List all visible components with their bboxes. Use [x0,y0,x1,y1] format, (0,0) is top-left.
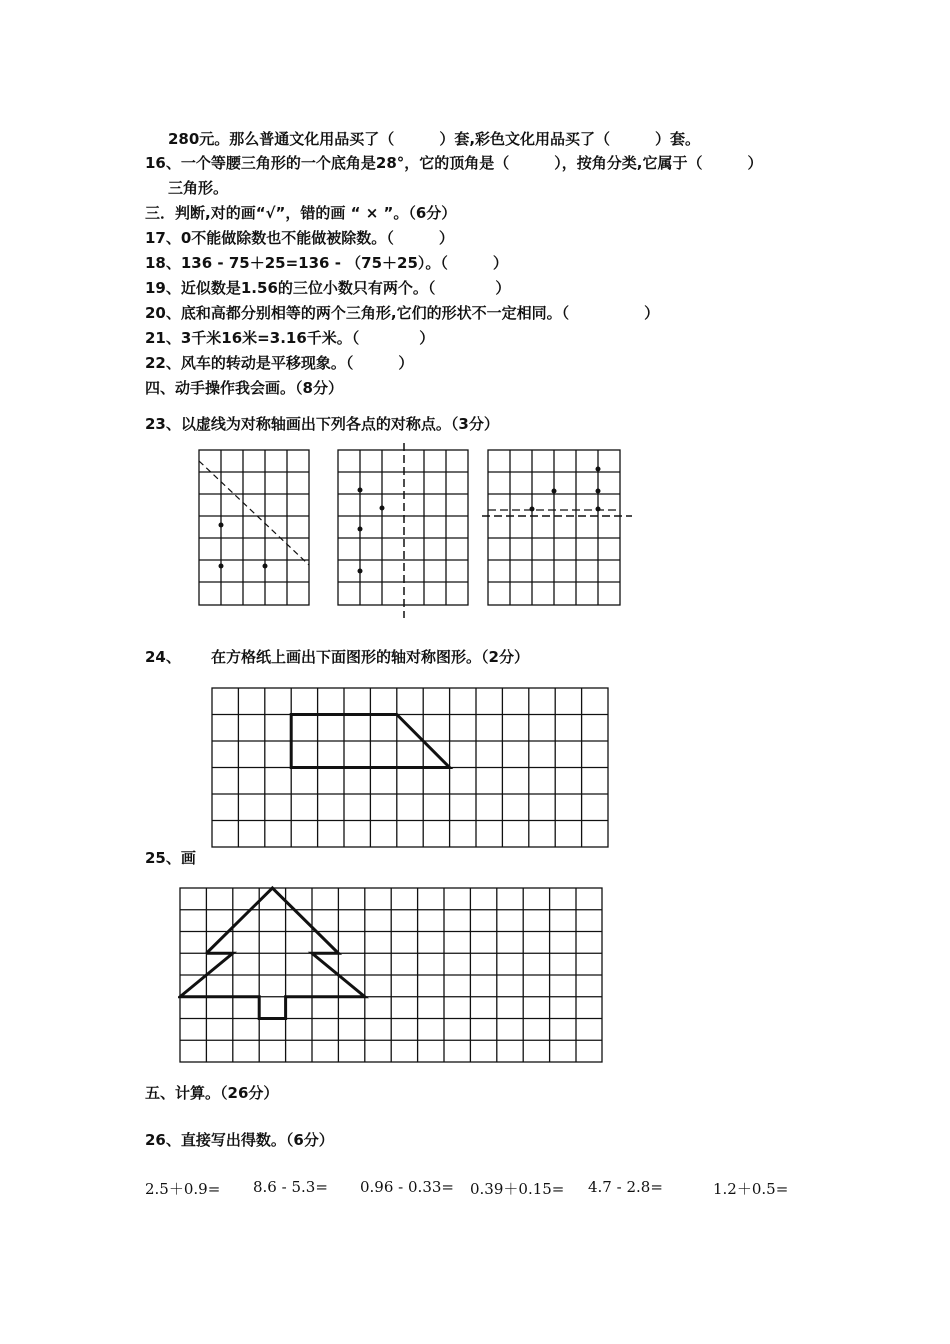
point [530,507,535,512]
point [596,467,601,472]
calc-item-2: 8.6 - 5.3= [253,1178,328,1196]
q26: 26、直接写出得数。（6分） [145,1131,334,1149]
point [219,523,224,528]
point [358,488,363,493]
q15-continuation: 280元。那么普通文化用品买了（ ）套,彩色文化用品买了（ ）套。 [168,130,701,148]
q25: 25、画 [145,849,196,867]
point [596,507,601,512]
q23: 23、以虚线为对称轴画出下列各点的对称点。（3分） [145,415,499,433]
point [219,564,224,569]
q20: 20、底和高都分别相等的两个三角形,它们的形状不一定相同。（ ） [145,304,660,322]
q24: 在方格纸上画出下面图形的轴对称图形。（2分） [211,648,529,666]
q24-number: 24、 [145,648,181,666]
point [358,569,363,574]
q23-grid-vertical [333,443,473,618]
calc-item-4: 0.39＋0.15= [470,1180,565,1198]
calc-item-3: 0.96 - 0.33= [360,1178,454,1196]
point [263,564,268,569]
calc-item-5: 4.7 - 2.8= [588,1178,663,1196]
point [552,489,557,494]
point [380,506,385,511]
section5-heading: 五、计算。（26分） [145,1084,279,1102]
q21: 21、3千米16米=3.16千米。（ ） [145,329,435,347]
q19: 19、近似数是1.56的三位小数只有两个。（ ） [145,279,511,297]
section3-heading: 三．判断,对的画“√”，错的画 “ × ”。（6分） [145,204,457,222]
calc-item-1: 2.5＋0.9= [145,1180,221,1198]
q16-line1: 16、一个等腰三角形的一个底角是28°，它的顶角是（ ），按角分类,它属于（ ） [145,154,763,172]
symmetry-axis-diagonal [199,461,309,565]
q23-grid-horizontal [482,445,632,615]
calc-item-6: 1.2＋0.5= [713,1180,789,1198]
q22: 22、风车的转动是平移现象。（ ） [145,354,414,372]
q25-grid [178,885,608,1065]
q16-line2: 三角形。 [168,179,229,197]
q18: 18、136 - 75＋25=136 - （75＋25）。（ ） [145,254,508,272]
q23-grid-diagonal [195,445,315,615]
section4-heading: 四、动手操作我会画。（8分） [145,379,343,397]
point [596,489,601,494]
q24-grid [210,686,610,851]
q17: 17、0不能做除数也不能做被除数。（ ） [145,229,454,247]
point [358,527,363,532]
